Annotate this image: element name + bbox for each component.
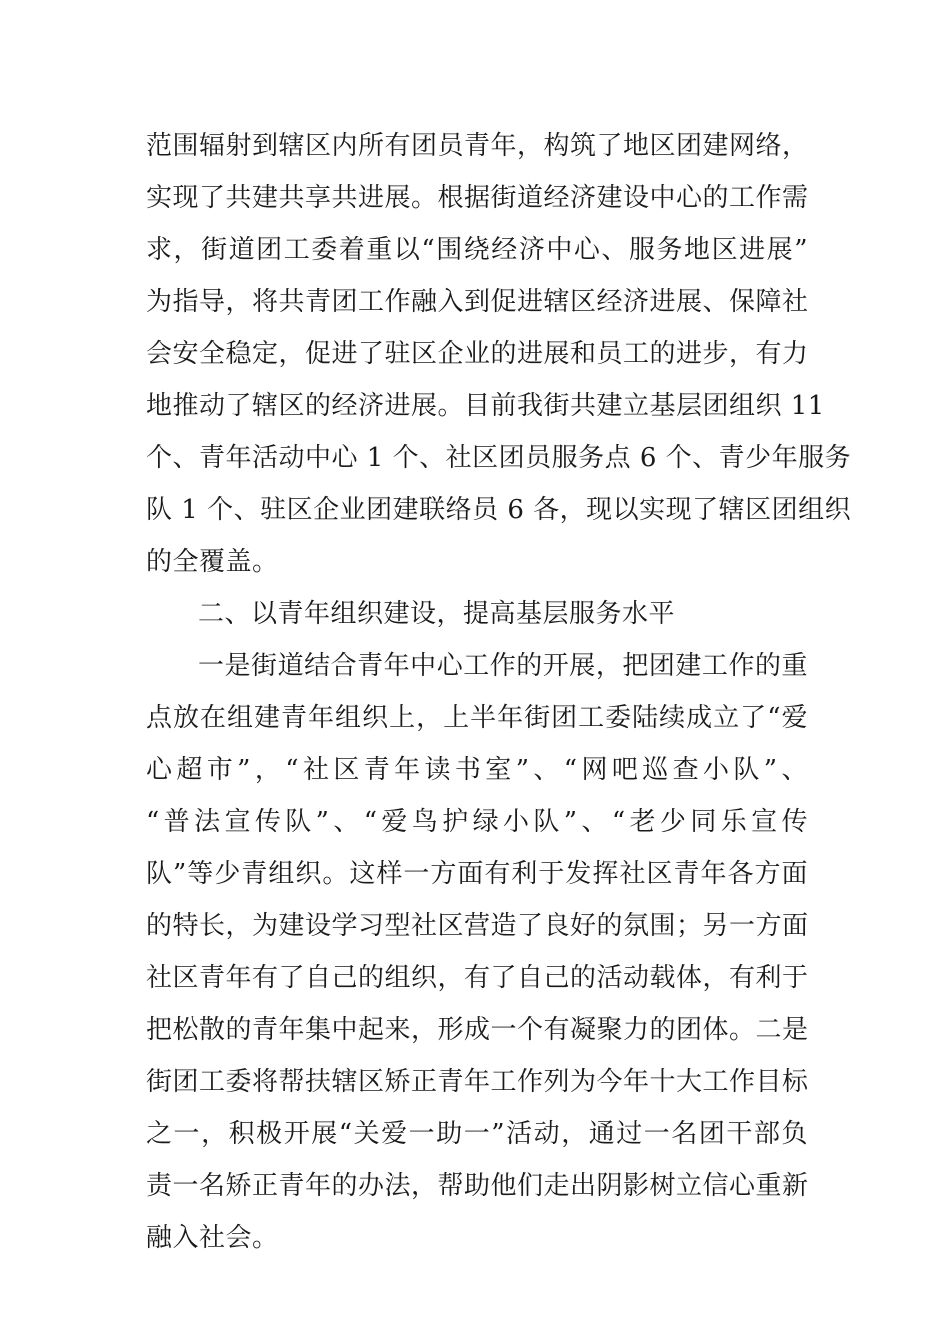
paragraph-line: 融入社会。 — [146, 1223, 279, 1253]
paragraph-line: 求，街道团工委着重以“围绕经济中心、服务地区进展” — [146, 235, 808, 265]
section-heading: 二、以青年组织建设，提高基层服务水平 — [198, 599, 676, 629]
paragraph-line: 责一名矫正青年的办法，帮助他们走出阴影树立信心重新 — [146, 1171, 809, 1201]
paragraph-line: 点放在组建青年组织上，上半年街团工委陆续成立了“爱 — [146, 703, 808, 733]
paragraph-line: 队 1 个、驻区企业团建联络员 6 各，现以实现了辖区团组织 — [146, 495, 852, 525]
paragraph-line: 的特长，为建设学习型社区营造了良好的氛围；另一方面 — [146, 911, 809, 941]
paragraph-line: 的全覆盖。 — [146, 547, 279, 577]
paragraph-line: 心超市”，“社区青年读书室”、“网吧巡查小队”、 — [146, 755, 808, 785]
paragraph-line: 把松散的青年集中起来，形成一个有凝聚力的团体。二是 — [146, 1015, 809, 1045]
paragraph-line: 社区青年有了自己的组织，有了自己的活动载体，有利于 — [146, 963, 809, 993]
paragraph-line: 街团工委将帮扶辖区矫正青年工作列为今年十大工作目标 — [146, 1067, 809, 1097]
paragraph-line: 之一，积极开展“关爱一助一”活动，通过一名团干部负 — [146, 1119, 808, 1149]
paragraph-line: 一是街道结合青年中心工作的开展，把团建工作的重 — [198, 651, 808, 681]
paragraph-line: 实现了共建共享共进展。根据街道经济建设中心的工作需 — [146, 183, 809, 213]
paragraph-line: 会安全稳定，促进了驻区企业的进展和员工的进步，有力 — [146, 339, 809, 369]
paragraph-line: 个、青年活动中心 1 个、社区团员服务点 6 个、青少年服务 — [146, 443, 852, 473]
paragraph-line: 范围辐射到辖区内所有团员青年，构筑了地区团建网络， — [146, 131, 809, 161]
paragraph-line: 为指导，将共青团工作融入到促进辖区经济进展、保障社 — [146, 287, 809, 317]
paragraph-line: “普法宣传队”、“爱鸟护绿小队”、“老少同乐宣传 — [146, 807, 808, 837]
paragraph-line: 队”等少青组织。这样一方面有利于发挥社区青年各方面 — [146, 859, 808, 889]
paragraph-line: 地推动了辖区的经济进展。目前我街共建立基层团组织 11 — [146, 391, 825, 421]
